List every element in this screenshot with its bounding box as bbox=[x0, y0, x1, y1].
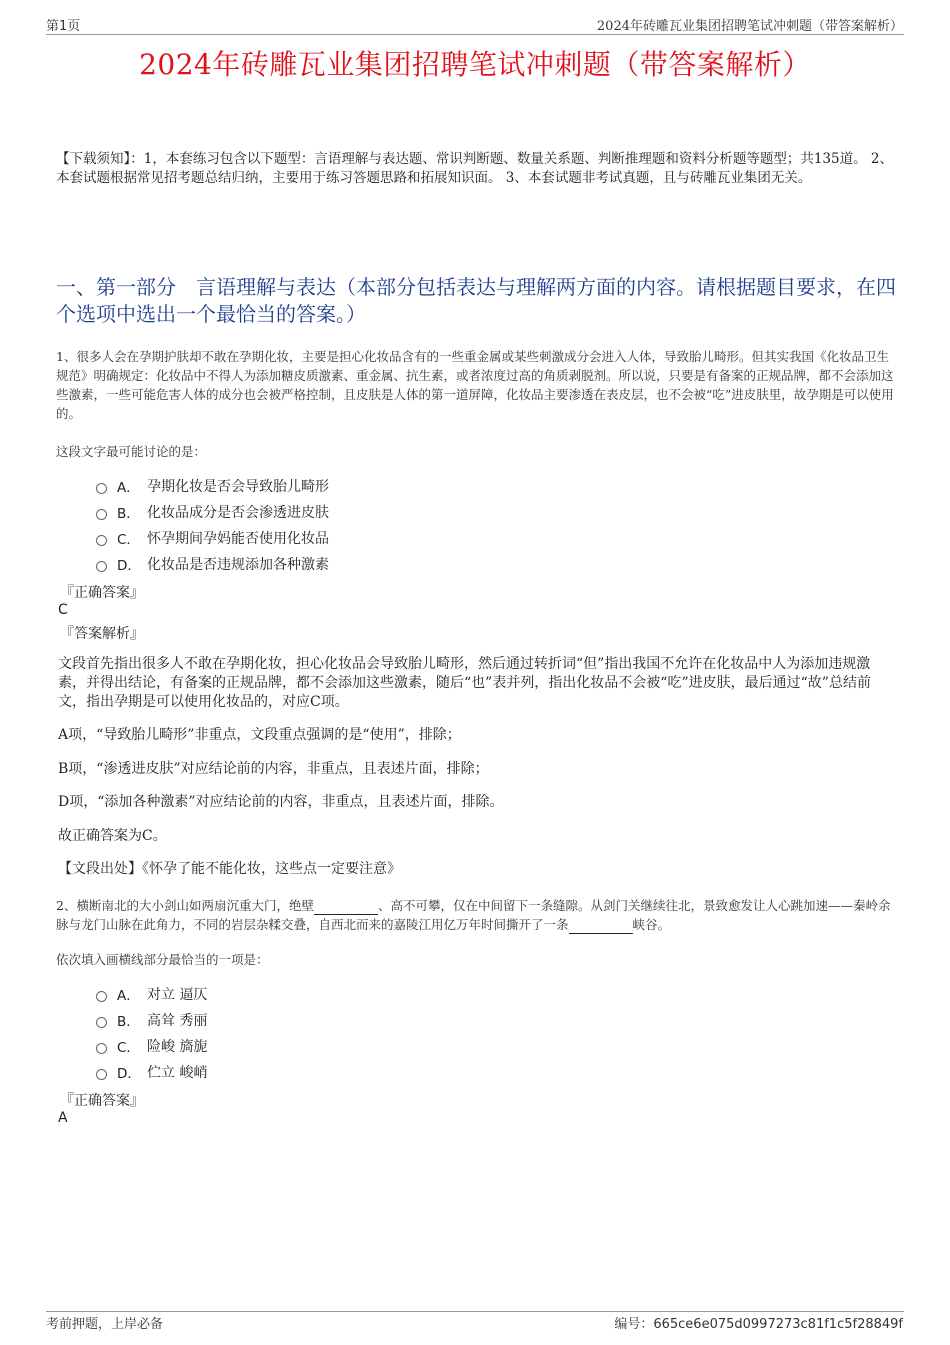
option-letter: D． bbox=[117, 1066, 141, 1082]
radio-icon[interactable] bbox=[96, 483, 107, 494]
q2-option-d[interactable] bbox=[96, 1062, 207, 1082]
q2-option-a[interactable] bbox=[96, 984, 207, 1004]
radio-icon[interactable] bbox=[96, 535, 107, 546]
q2-text-part2: 、高不可攀，仅在中间留下一条缝隙。从剑门关继续往北，景致愈发让人心跳加速——秦岭余脉与龙门山脉在此角力，不同的岩层杂糅交叠，自西北而来的嘉陵江用亿万年时间撕开了一条 bbox=[56, 898, 891, 932]
q1-option-b[interactable] bbox=[96, 502, 329, 522]
footer-divider bbox=[46, 1311, 904, 1312]
radio-icon[interactable] bbox=[96, 1017, 107, 1028]
q1-option-d[interactable] bbox=[96, 554, 329, 574]
q1-note-d: D项，“添加各种激素”对应结论前的内容，非重点，且表述片面，排除。 bbox=[58, 794, 504, 810]
download-notice: 【下载须知】：1，本套练习包含以下题型：言语理解与表达题、常识判断题、数量关系题、判断推理题和资料分析题等题型；共135道。 2、本套试题根据常见招考题总结归纳，主要用于练习答题思路和拓展知识面。 3、本套试题非考试真题，且与砖雕瓦业集团无关。 bbox=[56, 151, 893, 186]
footer-slogan: 考前押题，上岸必备 bbox=[46, 1317, 164, 1332]
option-text: 险峻 旖旎 bbox=[147, 1039, 208, 1055]
option-text: 化妆品成分是否会渗透进皮肤 bbox=[147, 505, 329, 521]
option-text: 伫立 峻峭 bbox=[147, 1065, 208, 1081]
q2-option-b[interactable] bbox=[96, 1010, 207, 1030]
option-text: 对立 逼仄 bbox=[147, 987, 208, 1003]
q2-text-part3: 峡谷。 bbox=[632, 917, 671, 932]
q2-option-c[interactable] bbox=[96, 1036, 207, 1056]
option-letter: C． bbox=[117, 1040, 140, 1056]
q1-answer: C bbox=[58, 602, 68, 618]
q2-text-part1: 2、横断南北的大小剑山如两扇沉重大门，绝壁 bbox=[56, 898, 314, 913]
page-title: 2024年砖雕瓦业集团招聘笔试冲刺题（带答案解析） bbox=[139, 48, 811, 81]
q1-analysis: 文段首先指出很多人不敢在孕期化妆，担心化妆品会导致胎儿畸形，然后通过转折词“但”指出我国不允许在化妆品中人为添加违规激素，并得出结论，有备案的正规品牌，都不会添加这些激素，随后“也”表并列，指出化妆品不会被“吃”进皮肤，最后通过“故”总结前文，指出孕期是可以使用化妆品的，对应C项。 bbox=[58, 656, 871, 710]
q1-note-a: A项，“导致胎儿畸形”非重点，文段重点强调的是“使用”，排除； bbox=[58, 727, 461, 743]
question-1-prompt: 这段文字最可能讨论的是： bbox=[56, 444, 207, 459]
question-2-prompt: 依次填入画横线部分最恰当的一项是： bbox=[56, 952, 269, 967]
header-doc-title: 2024年砖雕瓦业集团招聘笔试冲刺题（带答案解析） bbox=[596, 19, 903, 34]
q1-conclusion: 故正确答案为C。 bbox=[58, 828, 167, 844]
radio-icon[interactable] bbox=[96, 991, 107, 1002]
option-letter: D． bbox=[117, 558, 141, 574]
q2-answer: A bbox=[58, 1110, 68, 1126]
option-text: 高耸 秀丽 bbox=[147, 1013, 208, 1029]
q1-source: 【文段出处】《怀孕了能不能化妆，这些点一定要注意》 bbox=[58, 861, 401, 877]
footer-code bbox=[614, 1313, 903, 1332]
q1-answer-label: 『正确答案』 bbox=[60, 585, 144, 601]
header-divider bbox=[46, 34, 904, 35]
radio-icon[interactable] bbox=[96, 509, 107, 520]
fill-blank-1 bbox=[314, 914, 378, 915]
footer-code-label: 编号： bbox=[614, 1317, 654, 1332]
option-letter: A． bbox=[117, 988, 140, 1004]
page-number: 第1页 bbox=[46, 19, 81, 34]
option-letter: A． bbox=[117, 480, 140, 496]
radio-icon[interactable] bbox=[96, 1069, 107, 1080]
question-1-text: 1、很多人会在孕期护肤却不敢在孕期化妆，主要是担心化妆品含有的一些重金属或某些刺激成分会进入人体，导致胎儿畸形。但其实我国《化妆品卫生规范》明确规定：化妆品中不得人为添加糖皮质激素、重金属、抗生素，或者浓度过高的角质剥脱剂。所以说，只要是有备案的正规品牌，都不会添加这些激素，一些可能危害人体的成分也会被严格控制，且皮肤是人体的第一道屏障，化妆品主要渗透在表皮层，也不会被“吃”进皮肤里，故孕期是可以使用的。 bbox=[56, 349, 894, 421]
option-letter: B． bbox=[117, 506, 140, 522]
q2-answer-label: 『正确答案』 bbox=[60, 1093, 144, 1109]
fill-blank-2 bbox=[569, 933, 633, 934]
option-text: 孕期化妆是否会导致胎儿畸形 bbox=[147, 479, 329, 495]
q1-option-a[interactable] bbox=[96, 476, 329, 496]
footer-code-value: 665ce6e075d0997273c81f1c5f28849f bbox=[653, 1317, 903, 1332]
q1-analysis-label: 『答案解析』 bbox=[60, 626, 144, 642]
option-letter: B． bbox=[117, 1014, 140, 1030]
radio-icon[interactable] bbox=[96, 1043, 107, 1054]
option-text: 化妆品是否违规添加各种激素 bbox=[147, 557, 329, 573]
option-text: 怀孕期间孕妈能否使用化妆品 bbox=[147, 531, 329, 547]
question-2-text bbox=[56, 896, 901, 934]
q1-note-b: B项，“渗透进皮肤”对应结论前的内容，非重点，且表述片面，排除； bbox=[58, 761, 489, 777]
section-heading: 一、第一部分 言语理解与表达（本部分包括表达与理解两方面的内容。请根据题目要求，在四个选项中选出一个最恰当的答案。） bbox=[56, 275, 896, 326]
option-letter: C． bbox=[117, 532, 140, 548]
q1-option-c[interactable] bbox=[96, 528, 329, 548]
radio-icon[interactable] bbox=[96, 561, 107, 572]
